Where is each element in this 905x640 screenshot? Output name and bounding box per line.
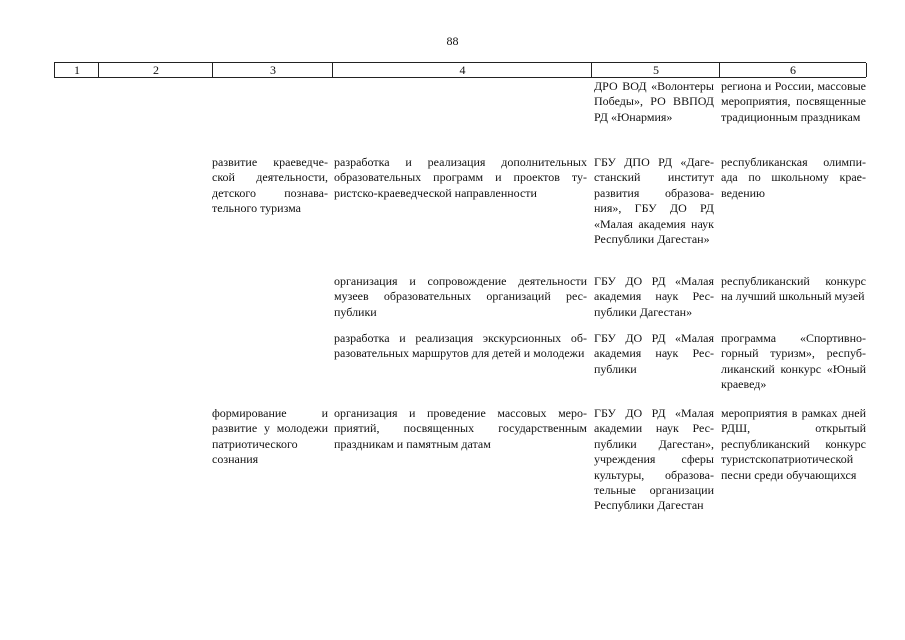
table-cell-r5-c4: организация и проведение массовых мероприятий, посвященных государственным праздникам и памятным датам [334, 406, 587, 451]
column-header-3: 3 [212, 63, 333, 77]
table-cell-r5-c6: мероприятия в рамках дней РДШ, открытый республиканский конкурс туристскопатриотической песни среди обучающихся [721, 406, 866, 482]
column-header-4: 4 [332, 63, 592, 77]
table-cell-r2-c5: ГБУ ДПО РД «Дагестанский институт развития образования», ГБУ ДО РД «Малая академия наук Республики Дагестан» [594, 155, 714, 247]
table-cell-r5-c5: ГБУ ДО РД «Малая академии наук Республики Дагестан», учреждения сферы культуры, образовательные организации Республики Дагестан [594, 406, 714, 513]
table-cell-r1-c6: региона и России, массовые мероприятия, посвященные традиционным праздникам [721, 79, 866, 124]
table-cell-r3-c5: ГБУ ДО РД «Малая академия наук Республики Дагестан» [594, 274, 714, 319]
page-number: 88 [446, 34, 459, 48]
column-header-5: 5 [591, 63, 720, 77]
table-cell-r2-c4: разработка и реализация дополнительных образовательных программ и проектов туристско-краеведческой направленности [334, 155, 587, 200]
table-cell-r3-c4: организация и сопровождение деятельности музеев образовательных организаций республики [334, 274, 587, 319]
table-cell-r5-c3: формирование и развитие у молодежи патриотического сознания [212, 406, 328, 467]
table-cell-r2-c3: развитие краеведческой деятельности, детского познавательного туризма [212, 155, 328, 216]
column-header-1: 1 [54, 63, 99, 77]
table-cell-r4-c6: программа «Спортивногорный туризм», республиканский конкурс «Юный краевед» [721, 331, 866, 392]
table-cell-r4-c5: ГБУ ДО РД «Малая академия наук Республики [594, 331, 714, 376]
column-header-6: 6 [719, 63, 867, 77]
table-cell-r3-c6: республиканский конкурс на лучший школьный музей [721, 274, 866, 304]
table-cell-r1-c5: ДРО ВОД «Волонтеры Победы», РО ВВПОД РД «Юнармия» [594, 79, 714, 124]
table-header-row [54, 62, 866, 78]
table-cell-r4-c4: разработка и реализация экскурсионных образовательных маршрутов для детей и молодежи [334, 331, 587, 361]
table-cell-r2-c6: республиканская олимпиада по школьному краеведению [721, 155, 866, 200]
column-header-2: 2 [98, 63, 213, 77]
